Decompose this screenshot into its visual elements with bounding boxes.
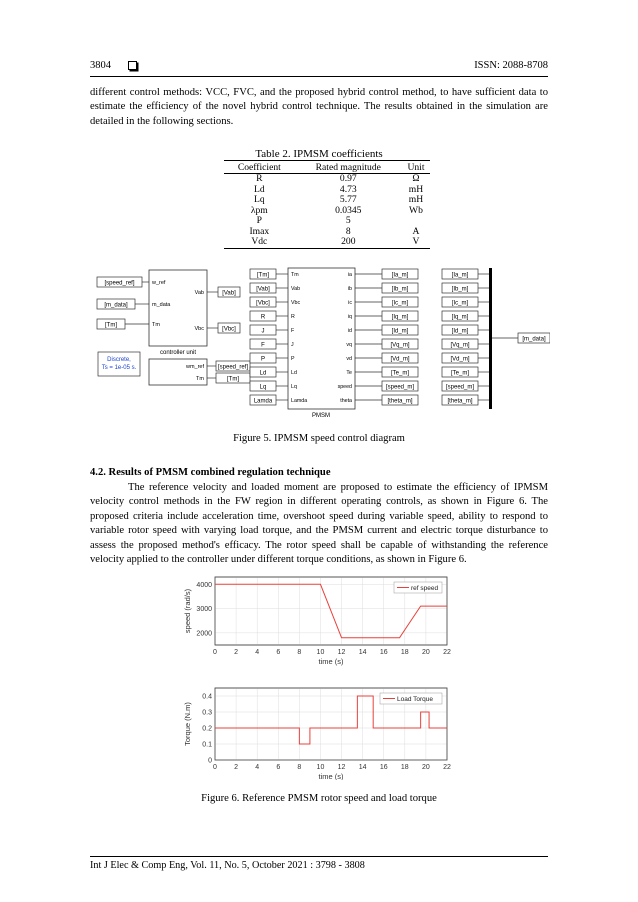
table-cell: 8: [345, 225, 351, 237]
mux-input-tag-label: [Ic_m]: [451, 300, 469, 307]
powergui-label: Discrete,: [107, 357, 131, 363]
table-caption: Table 2. IPMSM coefficients: [255, 148, 383, 160]
col-header: Coefficient: [224, 161, 295, 174]
x-tick-label: 4: [255, 649, 260, 656]
y-tick-label: 2000: [196, 630, 212, 638]
table-cell: 0.97: [339, 173, 357, 184]
table-cell: 200: [295, 237, 402, 248]
table-row: [224, 206, 430, 217]
controller-port-label: Vbc: [194, 326, 204, 332]
simulink-diagram: [92, 262, 550, 422]
mux-block: [489, 268, 492, 409]
table-cell: Imax: [249, 225, 270, 237]
x-axis-label: time (s): [318, 657, 344, 666]
y-tick-label: 0.3: [202, 709, 212, 717]
pmsm-output-tag-label: [Ic_m]: [391, 300, 409, 307]
x-tick-label: 0: [213, 764, 217, 771]
reference-port-label: wm_ref: [185, 364, 204, 370]
figure-6-caption: Figure 6. Reference PMSM rotor speed and load torque: [201, 793, 437, 804]
table-cell: Ld: [253, 183, 265, 195]
pmsm-port-label: F: [291, 328, 295, 334]
x-tick-label: 4: [255, 764, 260, 771]
controller-port-label: w_ref: [152, 280, 166, 286]
pmsm-input-block-label: [Vab]: [256, 286, 270, 293]
legend-label: ref speed: [411, 585, 439, 592]
pmsm-port-label: Ld: [291, 370, 297, 376]
intro-paragraph: [90, 86, 548, 129]
controller-title: controller unit: [159, 350, 197, 356]
pmsm-port-label: J: [291, 342, 294, 348]
section-paragraph: [90, 481, 548, 567]
table-cell: 0.0345: [335, 204, 362, 216]
section-title: 4.2. Results of PMSM combined regulation technique: [90, 467, 331, 478]
powergui-block: [98, 352, 140, 376]
pmsm-output-tag-label: [Vd_m]: [390, 356, 410, 363]
coefficients-table: [224, 160, 430, 249]
reference-output-tag-label: [Tm]: [227, 376, 239, 383]
table-row: [224, 195, 430, 206]
pmsm-port-label: R: [291, 314, 295, 320]
table-cell: λpm: [250, 204, 268, 216]
x-tick-label: 2: [234, 649, 239, 656]
pmsm-input-block-label: R: [260, 314, 266, 321]
table-cell: Wb: [409, 204, 423, 216]
controller-input-tag-label: [m_data]: [104, 302, 128, 309]
pmsm-input-block-label: Lq: [259, 384, 267, 391]
pmsm-port-label: Vab: [291, 286, 301, 292]
pmsm-port-label: Tm: [291, 272, 299, 278]
pmsm-title: PMSM: [312, 413, 330, 419]
x-tick-label: 20: [422, 764, 430, 771]
x-tick-label: 22: [443, 649, 451, 656]
x-tick-label: 8: [297, 764, 302, 771]
controller-output-tag-label: [Vab]: [222, 290, 236, 297]
header-rule: [90, 76, 548, 77]
y-tick-label: 0.4: [202, 693, 212, 701]
table-cell: 5.77: [339, 194, 357, 205]
x-tick-label: 6: [276, 764, 281, 771]
charts-svg: [175, 575, 460, 780]
pmsm-port-label: speed: [337, 384, 352, 390]
x-tick-label: 18: [400, 649, 409, 656]
table-cell: mH: [408, 183, 424, 195]
figure-6-charts: [175, 575, 460, 780]
x-tick-label: 18: [400, 764, 409, 771]
pmsm-output-tag-label: [Ia_m]: [391, 272, 409, 279]
mux-input-tag-label: [Ia_m]: [451, 272, 469, 279]
running-header: [90, 60, 548, 74]
figure-5-diagram: [92, 262, 550, 422]
mux-input-tag-label: [Ib_m]: [451, 286, 469, 293]
pmsm-port-label: P: [291, 356, 295, 362]
pmsm-input-block-label: Ld: [259, 370, 267, 377]
pmsm-input-block-label: [Tm]: [257, 272, 269, 279]
x-tick-label: 22: [443, 764, 451, 771]
y-axis-label: speed (rad/s): [183, 588, 192, 634]
y-tick-label: 0.1: [202, 741, 212, 749]
pmsm-port-label: Vbc: [291, 300, 301, 306]
pmsm-output-tag-label: [speed_m]: [385, 384, 415, 391]
pmsm-port-label: Te: [346, 370, 352, 376]
table-cell: 4.73: [339, 183, 357, 195]
table-cell: Lq: [253, 194, 265, 205]
table-cell: P: [256, 215, 262, 226]
controller-input-tag-label: [Tm]: [105, 322, 117, 329]
table-row: [224, 216, 430, 227]
pmsm-port-label: vq: [346, 342, 352, 348]
x-tick-label: 12: [337, 649, 346, 656]
controller-port-label: m_data: [152, 302, 171, 308]
x-tick-label: 0: [213, 649, 217, 656]
table-cell: Ω: [412, 173, 420, 184]
pmsm-input-block-label: P: [260, 356, 266, 363]
pmsm-input-block-label: J: [261, 328, 265, 335]
pmsm-port-label: ia: [347, 272, 352, 278]
pmsm-output-tag-label: [Ib_m]: [391, 286, 409, 293]
table-row: [224, 237, 430, 248]
controller-port-label: Tm: [152, 322, 160, 328]
table-cell: 5: [345, 215, 351, 226]
footer-rule: [90, 856, 548, 857]
mux-input-tag-label: [theta_m]: [447, 398, 473, 405]
pmsm-port-label: Lq: [291, 384, 297, 390]
x-tick-label: 6: [276, 649, 281, 656]
x-tick-label: 14: [358, 649, 367, 656]
x-tick-label: 2: [234, 764, 239, 771]
issn: ISSN: 2088-8708: [474, 60, 548, 71]
x-tick-label: 20: [422, 649, 430, 656]
intro-text: different control methods: VCC, FVC, and the proposed hybrid control method, to have sufficient data to estimate the efficiency of the novel hybrid control technique. The results obtained in the simulation are detailed in the following sections.: [90, 87, 548, 127]
mux-input-tag-label: [Vd_m]: [450, 356, 470, 363]
controller-output-tag-label: [Vbc]: [222, 326, 236, 333]
pmsm-input-block-label: [Vbc]: [256, 300, 270, 307]
pmsm-input-block-label: Lamda: [253, 398, 273, 405]
pmsm-output-tag-label: [theta_m]: [387, 398, 413, 405]
x-tick-label: 16: [379, 764, 388, 771]
table-cell: Vdc: [224, 237, 295, 248]
y-tick-label: 4000: [196, 581, 212, 589]
pmsm-port-label: ic: [348, 300, 352, 306]
mux-input-tag-label: [Te_m]: [450, 370, 470, 377]
table-cell: R: [256, 173, 263, 184]
col-header: Rated magnitude: [295, 161, 402, 174]
x-tick-label: 10: [316, 649, 325, 656]
pmsm-output-tag-label: [Id_m]: [391, 328, 409, 335]
mux-input-tag-label: [speed_m]: [445, 384, 475, 391]
controller-input-tag-label: [speed_ref]: [104, 280, 135, 287]
pmsm-port-label: theta: [340, 398, 352, 404]
mux-output-tag-label: [m_data]: [522, 336, 546, 343]
mux-input-tag-label: [Iq_m]: [451, 314, 469, 321]
powergui-label: Ts = 1e-05 s.: [101, 365, 137, 371]
mux-input-tag-label: [Vq_m]: [450, 342, 470, 349]
pmsm-output-tag-label: [Vq_m]: [390, 342, 410, 349]
table-cell: mH: [408, 194, 424, 205]
reference-port-label: Tm: [196, 376, 204, 382]
y-tick-label: 0: [208, 757, 212, 765]
pmsm-port-label: ib: [347, 286, 352, 292]
controller-port-label: Vab: [194, 290, 204, 296]
table-cell: A: [412, 225, 420, 237]
table-row: [224, 174, 430, 185]
pmsm-output-tag-label: [Iq_m]: [391, 314, 409, 321]
pmsm-port-label: id: [347, 328, 352, 334]
square-icon: [128, 61, 137, 70]
mux-input-tag-label: [Id_m]: [451, 328, 469, 335]
col-header: Unit: [402, 161, 430, 174]
reference-output-tag-label: [speed_ref]: [217, 364, 249, 371]
x-tick-label: 8: [297, 649, 302, 656]
y-tick-label: 0.2: [202, 725, 212, 733]
section-text: The reference velocity and loaded moment are proposed to estimate the efficiency of IPMSM velocity control methods in the FW region in different operating controls, as shown in Figure 6. The proposed criteria include acceleration time, overshoot speed during variable speed, ability to respond to variable rotor speed with varying load torque, and the PMSM current and electric torque disturbance to assess the proposed method's efficacy. The rotor speed shall be capable of withstanding the reference velocity applied to the controller under different torque conditions, as shown in Figure 6.: [90, 482, 548, 566]
x-tick-label: 14: [358, 764, 367, 771]
pmsm-output-tag-label: [Te_m]: [390, 370, 410, 377]
pmsm-input-block-label: F: [261, 342, 265, 349]
figure-5-caption: Figure 5. IPMSM speed control diagram: [233, 433, 405, 444]
pmsm-port-label: vd: [346, 356, 352, 362]
page-number: 3804: [90, 60, 111, 71]
x-tick-label: 10: [316, 764, 325, 771]
y-tick-label: 3000: [196, 606, 212, 614]
x-axis-label: time (s): [318, 772, 344, 780]
x-tick-label: 16: [379, 649, 388, 656]
y-axis-label: Torque (N.m): [183, 702, 192, 746]
pmsm-port-label: iq: [347, 314, 352, 320]
footer-text: Int J Elec & Comp Eng, Vol. 11, No. 5, October 2021 : 3798 - 3808: [90, 860, 365, 871]
table-cell: V: [402, 237, 430, 248]
table-cell: [402, 216, 430, 227]
x-tick-label: 12: [337, 764, 346, 771]
legend-label: Load Torque: [397, 696, 434, 703]
pmsm-port-label: Lamda: [291, 398, 308, 404]
